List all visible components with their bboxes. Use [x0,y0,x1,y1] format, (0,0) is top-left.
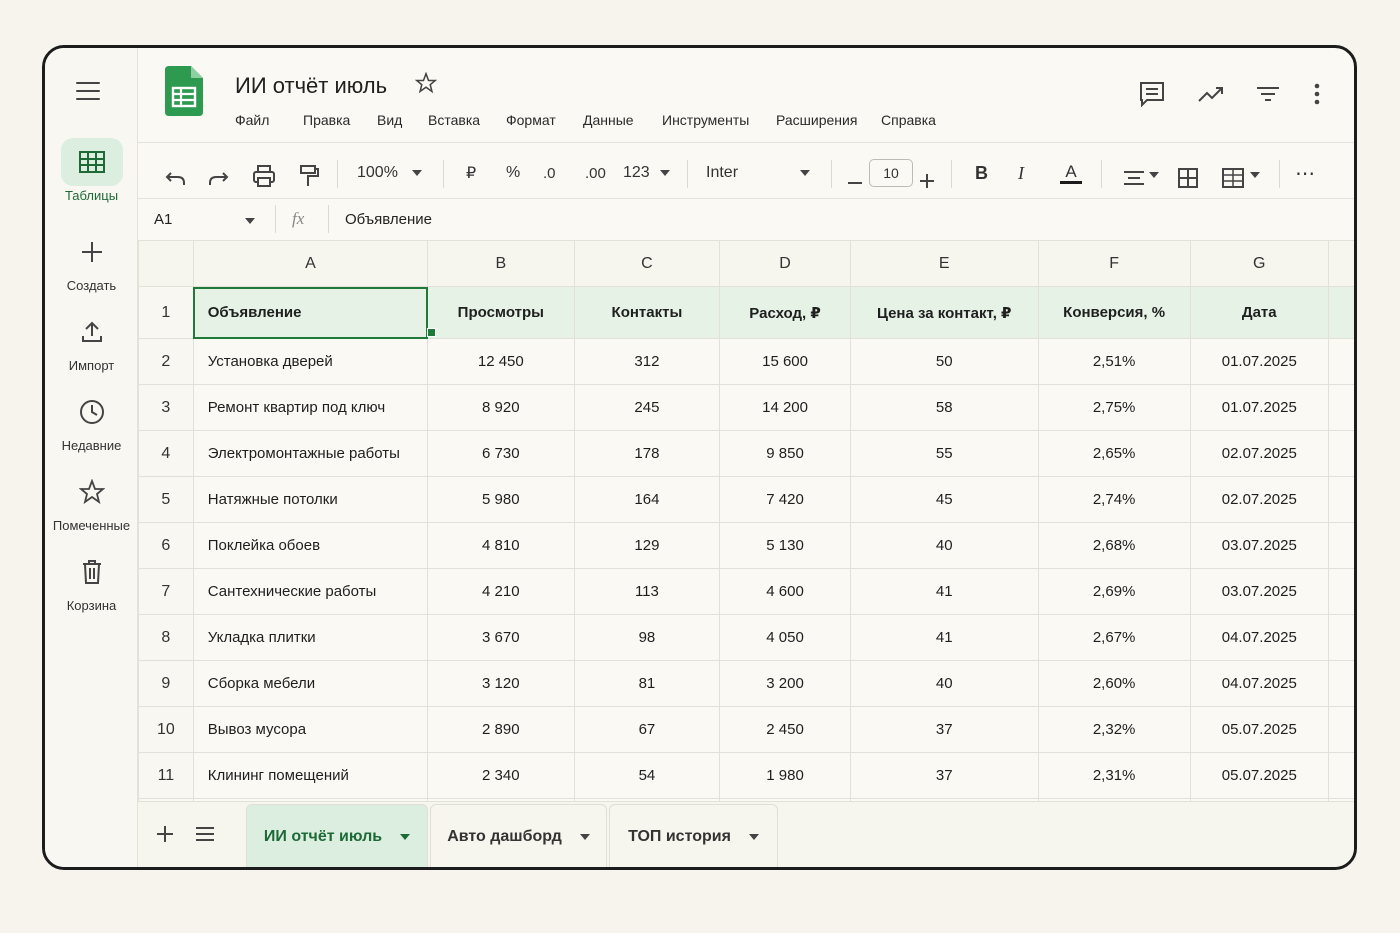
row-header[interactable]: 3 [139,385,194,431]
cell[interactable]: Вывоз мусора [193,707,427,753]
filter-icon[interactable] [1255,81,1281,107]
cell[interactable]: 2,32% [1038,707,1190,753]
column-header[interactable]: F [1038,241,1190,287]
cell[interactable]: 98 [574,615,720,661]
header-cell[interactable]: Расход, ₽ [720,287,851,339]
cell[interactable]: Укладка плитки [193,615,427,661]
menu-extensions[interactable]: Расширения [776,112,858,128]
cell[interactable]: 40 [850,523,1038,569]
cell[interactable]: 2 450 [720,707,851,753]
rail-item-starred[interactable] [45,468,138,533]
upload-icon [81,320,103,344]
cell[interactable]: 2 890 [428,707,574,753]
chevron-down-icon[interactable] [1149,172,1159,178]
cell[interactable] [1328,661,1357,707]
trending-icon[interactable] [1197,81,1225,107]
menu-format[interactable]: Формат [506,112,556,128]
cell[interactable]: 4 210 [428,569,574,615]
cell[interactable]: 15 600 [720,339,851,385]
sheet-tab-1[interactable]: ИИ отчёт июль [246,804,428,868]
menu-tools[interactable]: Инструменты [662,112,750,128]
clock-icon [79,399,105,425]
rail-item-create[interactable] [45,228,138,293]
cell[interactable] [1328,523,1357,569]
cell[interactable]: 04.07.2025 [1190,615,1328,661]
row-header[interactable]: 9 [139,661,194,707]
menu-help[interactable]: Справка [881,112,936,128]
cell[interactable]: 2,74% [1038,477,1190,523]
row-header[interactable]: 7 [139,569,194,615]
cell[interactable]: 178 [574,431,720,477]
cell[interactable]: 9 850 [720,431,851,477]
cell[interactable]: 41 [850,615,1038,661]
borders-icon[interactable] [1177,163,1199,193]
table-row [139,339,1358,385]
menu-data[interactable]: Данные [583,112,634,128]
cell[interactable] [1328,753,1357,799]
font-select[interactable]: Inter [706,158,816,188]
percent-format-button[interactable]: % [506,164,521,181]
cell[interactable]: 45 [850,477,1038,523]
decrease-decimals-button[interactable]: .0 [543,164,556,182]
undo-icon[interactable] [165,164,187,194]
row-header[interactable]: 8 [139,615,194,661]
cell[interactable]: 6 730 [428,431,574,477]
cell[interactable] [1328,615,1357,661]
cell[interactable]: 2,69% [1038,569,1190,615]
table-row [139,707,1358,753]
cell[interactable]: 4 050 [720,615,851,661]
cell[interactable]: 3 670 [428,615,574,661]
rail-label: Недавние [61,438,122,453]
paint-format-icon[interactable] [298,161,320,191]
table-row [139,661,1358,707]
cell[interactable]: Поклейка обоев [193,523,427,569]
cell[interactable]: 5 130 [720,523,851,569]
column-header[interactable]: E [850,241,1038,287]
rail-label: Таблицы [64,188,119,203]
bold-button[interactable]: B [975,162,988,183]
spreadsheet-grid [138,240,1357,805]
cell[interactable]: Установка дверей [193,339,427,385]
sheet-tab-2[interactable]: Авто дашборд [430,804,607,868]
row-header[interactable]: 1 [139,287,194,339]
number-format-select[interactable]: 123 [623,158,670,188]
cell[interactable]: 01.07.2025 [1190,339,1328,385]
cell[interactable]: Ремонт квартир под ключ [193,385,427,431]
table-row [139,287,1358,339]
zoom-select[interactable] [357,158,422,188]
menu-insert[interactable]: Вставка [428,112,481,128]
table-row [139,523,1358,569]
cell[interactable]: 03.07.2025 [1190,523,1328,569]
app-window [42,45,1357,870]
cell[interactable]: Сантехнические работы [193,569,427,615]
menu-file[interactable]: Файл [235,112,270,128]
column-header[interactable]: C [574,241,720,287]
rail-item-sheets[interactable] [45,138,138,203]
header-cell[interactable]: Цена за контакт, ₽ [850,287,1038,339]
chevron-down-icon[interactable] [749,834,759,840]
cell[interactable]: 50 [850,339,1038,385]
cell[interactable]: 01.07.2025 [1190,385,1328,431]
cell[interactable]: Сборка мебели [193,661,427,707]
sheets-logo [165,66,203,116]
increase-decimals-button[interactable]: .00 [585,164,606,182]
column-header[interactable] [1328,241,1357,287]
cell[interactable]: 04.07.2025 [1190,661,1328,707]
header-cell[interactable]: Контакты [574,287,720,339]
cell[interactable]: 129 [574,523,720,569]
divider [138,198,1354,199]
print-icon[interactable] [252,161,276,191]
select-all-corner[interactable] [139,241,194,287]
cell[interactable]: Натяжные потолки [193,477,427,523]
cell[interactable]: Клининг помещений [193,753,427,799]
more-vert-icon[interactable] [1311,81,1323,107]
cell[interactable]: 41 [850,569,1038,615]
cell[interactable]: 4 810 [428,523,574,569]
cell[interactable]: 2,68% [1038,523,1190,569]
header-cell[interactable]: Просмотры [428,287,574,339]
comments-icon[interactable] [1139,81,1165,107]
cell[interactable]: 14 200 [720,385,851,431]
cell[interactable]: 2,60% [1038,661,1190,707]
cell[interactable]: 2,65% [1038,431,1190,477]
table-row [139,569,1358,615]
cell[interactable]: 54 [574,753,720,799]
more-toolbar-button[interactable]: ⋯ [1295,162,1316,185]
cell[interactable] [1328,431,1357,477]
plus-icon [80,240,104,264]
cell[interactable]: 02.07.2025 [1190,477,1328,523]
cell[interactable]: 37 [850,707,1038,753]
document-title[interactable]: ИИ отчёт июль [235,73,388,98]
cell[interactable]: 81 [574,661,720,707]
text-color-button[interactable]: A [1060,158,1082,188]
italic-button[interactable]: I [1018,162,1024,183]
cell[interactable]: 113 [574,569,720,615]
column-header[interactable]: A [193,241,427,287]
row-header[interactable]: 5 [139,477,194,523]
trash-icon [81,559,103,585]
fx-icon: fx [292,209,305,228]
table-row [139,431,1358,477]
cell[interactable]: 245 [574,385,720,431]
rail-label: Помеченные [52,518,131,533]
cell[interactable]: 12 450 [428,339,574,385]
cell[interactable]: 5 980 [428,477,574,523]
cell[interactable] [1328,287,1357,339]
star-icon[interactable] [415,72,437,94]
row-header[interactable]: 2 [139,339,194,385]
column-header[interactable]: B [428,241,574,287]
table-row [139,753,1358,799]
cell[interactable]: 55 [850,431,1038,477]
formula-input[interactable]: Объявление [345,211,432,228]
cell[interactable]: 2,31% [1038,753,1190,799]
header-cell[interactable]: Дата [1190,287,1328,339]
table-row [139,477,1358,523]
cell[interactable]: 05.07.2025 [1190,753,1328,799]
cell[interactable]: 3 200 [720,661,851,707]
sheets-grid-icon [79,151,105,173]
cell[interactable]: 2,75% [1038,385,1190,431]
merge-cells-icon[interactable] [1221,163,1245,193]
cell[interactable] [1328,339,1357,385]
cell[interactable] [1328,477,1357,523]
cell[interactable]: 37 [850,753,1038,799]
name-box[interactable]: A1 [154,211,173,228]
chevron-down-icon[interactable] [1250,172,1260,178]
align-icon[interactable] [1123,164,1145,194]
rail-item-recent[interactable] [45,388,138,453]
row-header[interactable]: 11 [139,753,194,799]
cell-selected[interactable]: Объявление [193,287,427,339]
table-row [139,615,1358,661]
cell[interactable]: 2,67% [1038,615,1190,661]
cell[interactable]: 1 980 [720,753,851,799]
add-sheet-icon[interactable] [156,825,174,843]
star-icon [79,479,105,505]
left-rail [45,48,138,867]
cell[interactable] [1328,569,1357,615]
row-header[interactable]: 10 [139,707,194,753]
sheet-tab-3[interactable]: ТОП история [609,804,778,868]
cell[interactable]: 164 [574,477,720,523]
cell[interactable]: 58 [850,385,1038,431]
rail-label: Создать [66,278,117,293]
menu-view[interactable]: Вид [377,112,403,128]
font-size-input[interactable]: 10 [869,159,913,187]
header-cell[interactable]: Конверсия, % [1038,287,1190,339]
chevron-down-icon[interactable] [400,834,410,840]
cell[interactable]: 8 920 [428,385,574,431]
chevron-down-icon[interactable] [580,834,590,840]
currency-format-button[interactable]: ₽ [466,165,477,182]
cell[interactable]: Электромонтажные работы [193,431,427,477]
row-header[interactable]: 4 [139,431,194,477]
chevron-down-icon[interactable] [245,218,255,224]
zoom-value: 100% [357,164,398,181]
rail-item-trash[interactable] [45,548,138,613]
column-header[interactable]: D [720,241,851,287]
cell[interactable]: 05.07.2025 [1190,707,1328,753]
divider [138,142,1354,143]
cell[interactable]: 4 600 [720,569,851,615]
rail-label: Корзина [66,598,117,613]
table-row [139,385,1358,431]
rail-label: Импорт [68,358,115,373]
cell[interactable]: 7 420 [720,477,851,523]
cell[interactable]: 40 [850,661,1038,707]
cell[interactable]: 02.07.2025 [1190,431,1328,477]
column-header[interactable]: G [1190,241,1328,287]
cell[interactable] [1328,707,1357,753]
sheet-tab-bar [138,801,1354,867]
cell[interactable]: 312 [574,339,720,385]
fill-handle[interactable] [427,328,436,337]
row-header[interactable]: 6 [139,523,194,569]
cell[interactable]: 03.07.2025 [1190,569,1328,615]
minus-icon[interactable] [847,168,863,198]
redo-icon[interactable] [207,164,229,194]
cell[interactable]: 2 340 [428,753,574,799]
cell[interactable]: 2,51% [1038,339,1190,385]
plus-icon[interactable] [919,166,935,196]
menu-edit[interactable]: Правка [303,112,351,128]
main-menu-icon[interactable] [76,82,100,100]
cell[interactable]: 3 120 [428,661,574,707]
all-sheets-icon[interactable] [195,826,215,842]
cell[interactable]: 67 [574,707,720,753]
cell[interactable] [1328,385,1357,431]
rail-item-import[interactable] [45,308,138,373]
